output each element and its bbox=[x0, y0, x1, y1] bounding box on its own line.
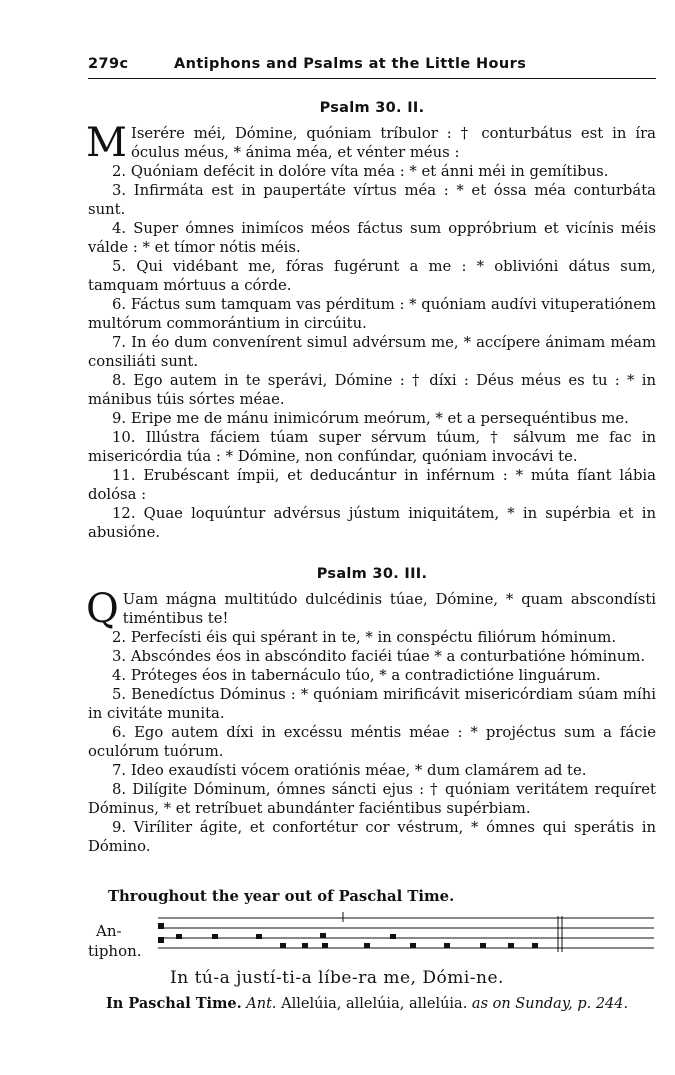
verse: 12. Quae loquúntur advérsus jústum iniquitátem, * in supérbia et in abusióne. bbox=[88, 505, 656, 541]
antiphon-label-1: An- bbox=[96, 922, 122, 940]
verse: 4. Super ómnes inimícos méos fáctus sum oppróbrium et vicínis méis válde : * et tímor nótis méis. bbox=[88, 220, 656, 256]
antiphon-chant bbox=[88, 912, 656, 972]
antiphon-lyrics: In tú-a justí-ti-a líbe-ra me, Dómi-ne. bbox=[170, 968, 504, 988]
verse: 7. In éo dum convenírent simul advérsum me, * accípere ánimam méam consiliáti sunt. bbox=[88, 334, 656, 370]
psalm-ii-title: Psalm 30. II. bbox=[319, 100, 425, 116]
verse: 7. Ideo exaudísti vócem oratiónis méae, * dum clamárem ad te. bbox=[112, 762, 587, 779]
verse-text: Iserére méi, Dómine, quóniam tríbulor : † conturbátus est in íra óculus méus, * ánima méa, et vénter méus : bbox=[130, 125, 656, 161]
verse: 2. Perfecísti éis qui spérant in te, * in conspéctu filiórum hóminum. bbox=[112, 629, 617, 646]
running-header bbox=[88, 56, 568, 72]
psalm-iii-first-verse bbox=[86, 586, 656, 632]
verse: 3. Abscóndes éos in abscóndito faciéi túae * a conturbatióne hóminum. bbox=[112, 648, 646, 665]
psalm-ii-first-verse bbox=[86, 120, 656, 166]
psalm-ii-body bbox=[86, 120, 656, 542]
verse: 9. Viríliter ágite, et confortétur cor véstrum, * ómnes qui sperátis in Dómino. bbox=[88, 819, 656, 855]
paschal-line bbox=[106, 995, 628, 1012]
throughout-heading: Throughout the year out of Paschal Time. bbox=[108, 888, 455, 905]
verse: 8. Dilígite Dóminum, ómnes sáncti ejus : † quóniam veritátem requíret Dóminus, * et retríbuet abundánter faciéntibus supérbiam. bbox=[88, 781, 656, 817]
psalm-iii-title: Psalm 30. III. bbox=[316, 566, 428, 582]
verse: 5. Benedíctus Dóminus : * quóniam mirificávit misericórdiam súam míhi in civitáte munita. bbox=[88, 686, 656, 722]
verse: 5. Qui vidébant me, fóras fugérunt a me : * oblivióni dátus sum, tamquam mórtuus a córde. bbox=[88, 258, 656, 294]
paschal-ant: Ant. bbox=[246, 996, 277, 1012]
verse: 2. Quóniam defécit in dolóre víta méa : * et ánni méi in gemítibus. bbox=[112, 163, 609, 180]
verse: 6. Fáctus sum tamquam vas pérditum : * quóniam audívi vituperatiónem multórum commorántium in circúitu. bbox=[88, 296, 656, 332]
paschal-ref: as on Sunday, p. 244. bbox=[471, 996, 629, 1012]
verse: 4. Próteges éos in tabernáculo túo, * a contradictióne linguárum. bbox=[112, 667, 601, 684]
chant-notes bbox=[158, 923, 538, 948]
verse: 8. Ego autem in te sperávi, Dómine : † díxi : Déus méus es tu : * in mánibus túis sórtes méae. bbox=[88, 372, 656, 408]
antiphon-label-2: tiphon. bbox=[88, 942, 142, 960]
psalm-ii-verses bbox=[88, 162, 656, 542]
chant-staff bbox=[88, 912, 656, 972]
verse-text: Uam mágna multitúdo dulcédinis túae, Dómine, * quam abscondísti timéntibus te! bbox=[122, 591, 656, 627]
verse: 9. Eripe me de mánu inimicórum meórum, * et a persequéntibus me. bbox=[112, 410, 629, 427]
drop-cap: Q bbox=[86, 586, 119, 632]
header-title: Antiphons and Psalms at the Little Hours bbox=[174, 56, 527, 72]
verse: 3. Infirmáta est in paupertáte vírtus méa : * et óssa méa conturbáta sunt. bbox=[88, 182, 656, 218]
verse: 10. Illústra fáciem túam super sérvum túum, † sálvum me fac in misericórdia túa : * Dómine, non confúndar, quóniam invocávi te. bbox=[88, 429, 656, 465]
psalm-iii-body bbox=[86, 586, 656, 856]
verse: 11. Erubéscant ímpii, et deducántur in inférnum : * múta fíant lábia dolósa : bbox=[88, 467, 656, 503]
paschal-text: Allelúia, allelúia, allelúia. bbox=[281, 996, 468, 1012]
header-rule bbox=[88, 78, 656, 79]
verse: 6. Ego autem díxi in excéssu méntis méae : * projéctus sum a fácie oculórum tuórum. bbox=[88, 724, 656, 760]
paschal-label: In Paschal Time. bbox=[106, 995, 242, 1012]
drop-cap: M bbox=[86, 120, 127, 166]
psalm-iii-verses bbox=[88, 628, 656, 856]
page-number: 279c bbox=[88, 56, 129, 72]
